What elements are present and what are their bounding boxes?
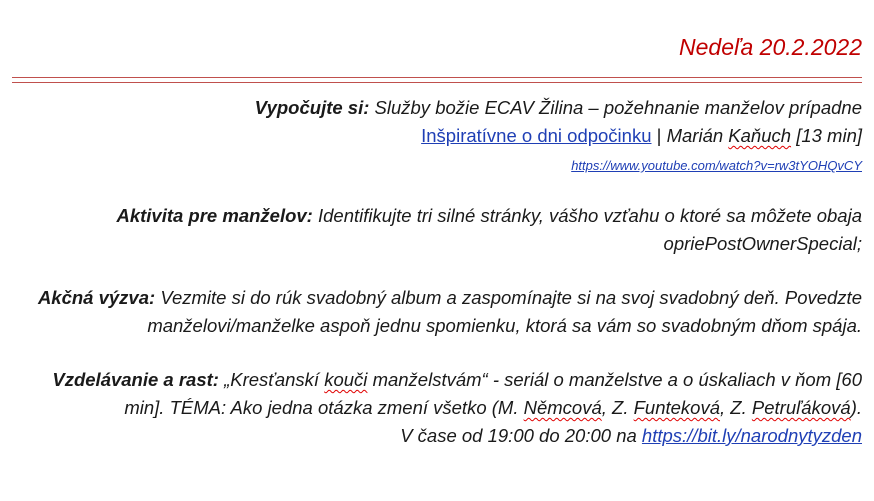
inspiration-link[interactable]: Inšpiratívne o dni odpočinku: [421, 125, 652, 146]
learning-text-g: , Z.: [601, 397, 629, 418]
youtube-link[interactable]: https://www.youtube.com/watch?v=rw3tYOHQvCY: [571, 158, 862, 173]
learning-label: Vzdelávanie a rast:: [52, 369, 219, 390]
learning-text-d: ňom: [795, 369, 832, 390]
learning-text-c: manželstvám“ - seriál o manželstve a o úskaliach v: [372, 369, 790, 390]
watch-text: Služby božie ECAV Žilina – požehnanie manželov prípadne: [374, 97, 862, 118]
learning-text-i: , Z.: [720, 397, 747, 418]
author-first: Marián: [666, 125, 724, 146]
learning-text-a: „Kresťanskí: [224, 369, 320, 390]
couples-text: Identifikujte tri silné stránky, vášho vzťahu o ktoré sa môžete obaja opriePostOwnerSpecial;: [317, 205, 862, 254]
action-paragraph: [22, 284, 862, 340]
date-heading: Nedeľa 20.2.2022: [679, 34, 862, 60]
learning-text-k: ).: [850, 397, 862, 418]
watch-separator: |: [651, 125, 667, 146]
couples-label: Aktivita pre manželov:: [116, 205, 313, 226]
learning-text-j: Petruľáková: [751, 397, 851, 418]
watch-duration: [13 min]: [796, 125, 862, 146]
author-last: Kaňuch: [728, 125, 792, 146]
learning-text-b: kouči: [324, 369, 368, 390]
learning-time: V čase od 19:00 do 20:00 na: [400, 425, 637, 446]
header-rule-bottom: [12, 82, 862, 83]
learning-text-e: [60 min]. TÉMA: Ako jedna otázka zmení všetko (M.: [124, 369, 862, 418]
watch-label: Vypočujte si:: [254, 97, 370, 118]
action-text: Vezmite si do rúk svadobný album a zaspomínajte si na svoj svadobný deň. Povedzte manželovi/manželke aspoň jednu spomienku, ktorá sa vám so svadobným dňom spája.: [147, 287, 862, 336]
learning-text-f: Němcová: [523, 397, 602, 418]
document-body: [22, 94, 862, 450]
watch-paragraph: [22, 94, 862, 150]
learning-paragraph: [22, 366, 862, 450]
learning-text-h: Funteková: [633, 397, 721, 418]
narodny-tyzden-link[interactable]: https://bit.ly/narodnytyzden: [641, 425, 862, 446]
youtube-link-line: [22, 156, 862, 176]
header-rule-top: [12, 77, 862, 78]
couples-paragraph: [22, 202, 862, 258]
action-label: Akčná výzva:: [37, 287, 156, 308]
